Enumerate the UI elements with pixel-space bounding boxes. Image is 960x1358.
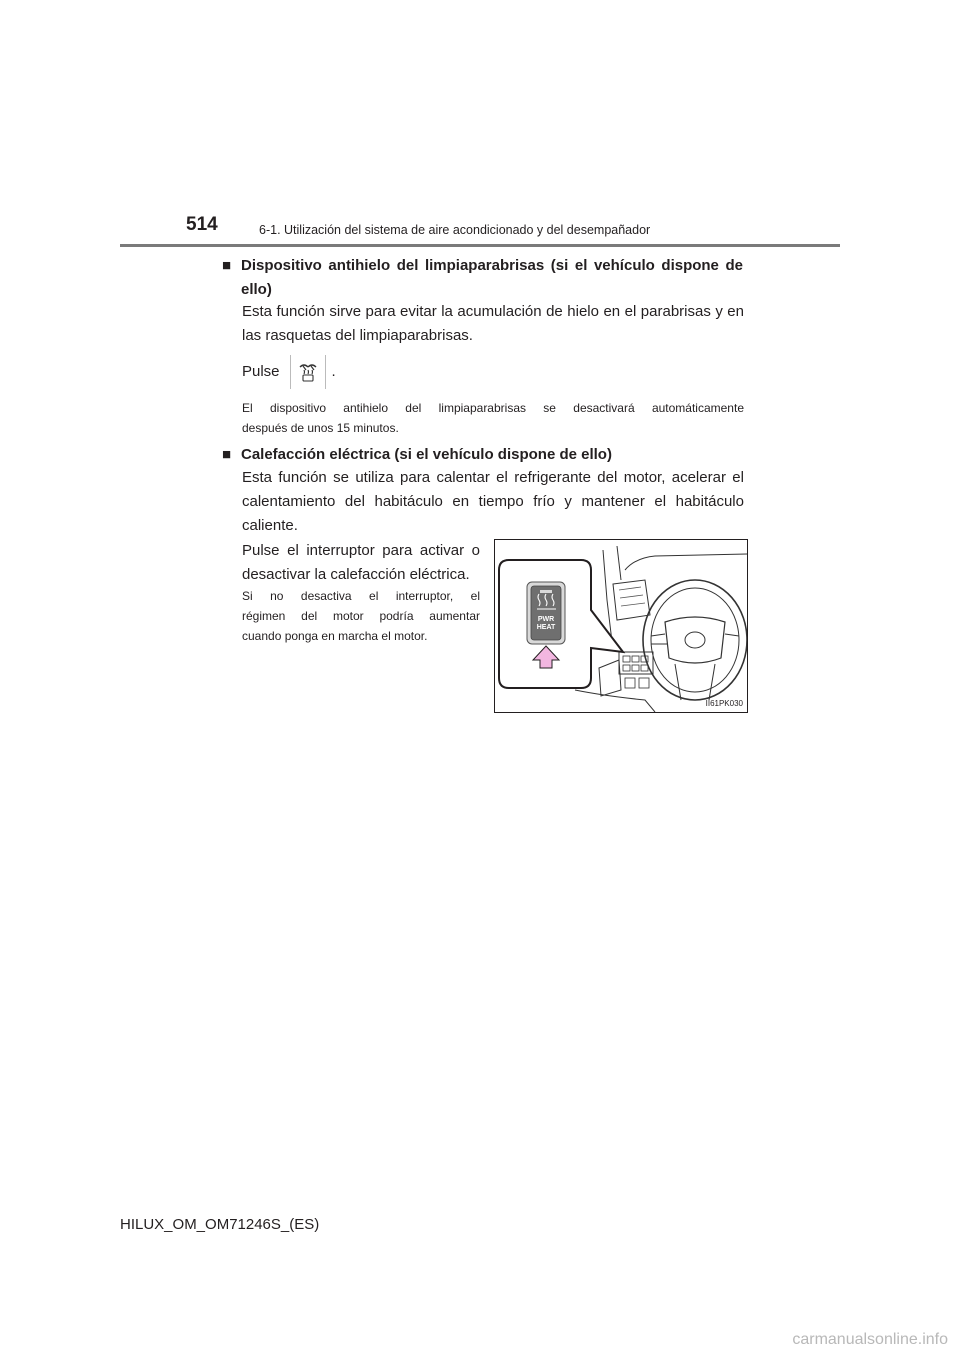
power-heat-description-line3: caliente. <box>242 517 298 534</box>
switch-label-pwr: PWR <box>537 616 555 623</box>
wiper-deicer-button[interactable] <box>290 355 326 389</box>
deicer-note-line1: El dispositivo antihielo del limpiaparabrisas se desactivará automáticamente <box>242 401 744 415</box>
wiper-deicer-icon <box>297 361 319 383</box>
deicer-description-line2: las rasquetas del limpiaparabrisas. <box>242 327 473 344</box>
deicer-note-line2: después de unos 15 minutos. <box>242 421 399 435</box>
power-heat-instruction-line2: desactivar la calefacción eléctrica. <box>242 566 470 583</box>
power-heat-description-line1: Esta función se utiliza para calentar el refrigerante del motor, acelerar el <box>242 469 744 486</box>
document-code: HILUX_OM_OM71246S_(ES) <box>120 1216 320 1233</box>
switch-label-heat: HEAT <box>536 624 556 631</box>
chapter-title: 6-1. Utilización del sistema de aire acondicionado y del desempañador <box>259 223 651 237</box>
pulse-period: . <box>331 363 336 380</box>
pwr-heat-switch-button[interactable] <box>531 616 561 632</box>
square-bullet-icon: ■ <box>222 446 232 463</box>
section-heading-deicer <box>222 254 743 278</box>
section-heading-power-heat <box>222 443 612 467</box>
power-heat-instruction-line1: Pulse el interruptor para activar o <box>242 542 480 559</box>
section-heading-line1: Dispositivo antihielo del limpiaparabrisas (si el vehículo dispone de <box>241 257 743 274</box>
watermark[interactable]: carmanualsonline.info <box>792 1331 948 1348</box>
power-heat-description-line2: calentamiento del habitáculo en tiempo frío y mantener el habitáculo <box>242 493 744 510</box>
deicer-description-line1: Esta función sirve para evitar la acumulación de hielo en el parabrisas y en <box>242 303 744 320</box>
power-heat-note-line1: Si no desactiva el interruptor, el <box>242 589 480 603</box>
section-heading-text: Calefacción eléctrica (si el vehículo dispone de ello) <box>241 446 612 463</box>
square-bullet-icon: ■ <box>222 257 232 274</box>
power-heat-note-line2: régimen del motor podría aumentar <box>242 609 480 623</box>
power-heat-switch-figure <box>494 539 748 713</box>
page-number: 514 <box>186 214 218 235</box>
header-divider <box>120 244 840 247</box>
deicer-instruction <box>242 355 336 389</box>
power-heat-note-line3: cuando ponga en marcha el motor. <box>242 629 428 643</box>
section-heading-line2: ello) <box>241 281 272 298</box>
figure-code: II61PK030 <box>705 699 743 708</box>
pulse-label: Pulse <box>242 363 280 380</box>
